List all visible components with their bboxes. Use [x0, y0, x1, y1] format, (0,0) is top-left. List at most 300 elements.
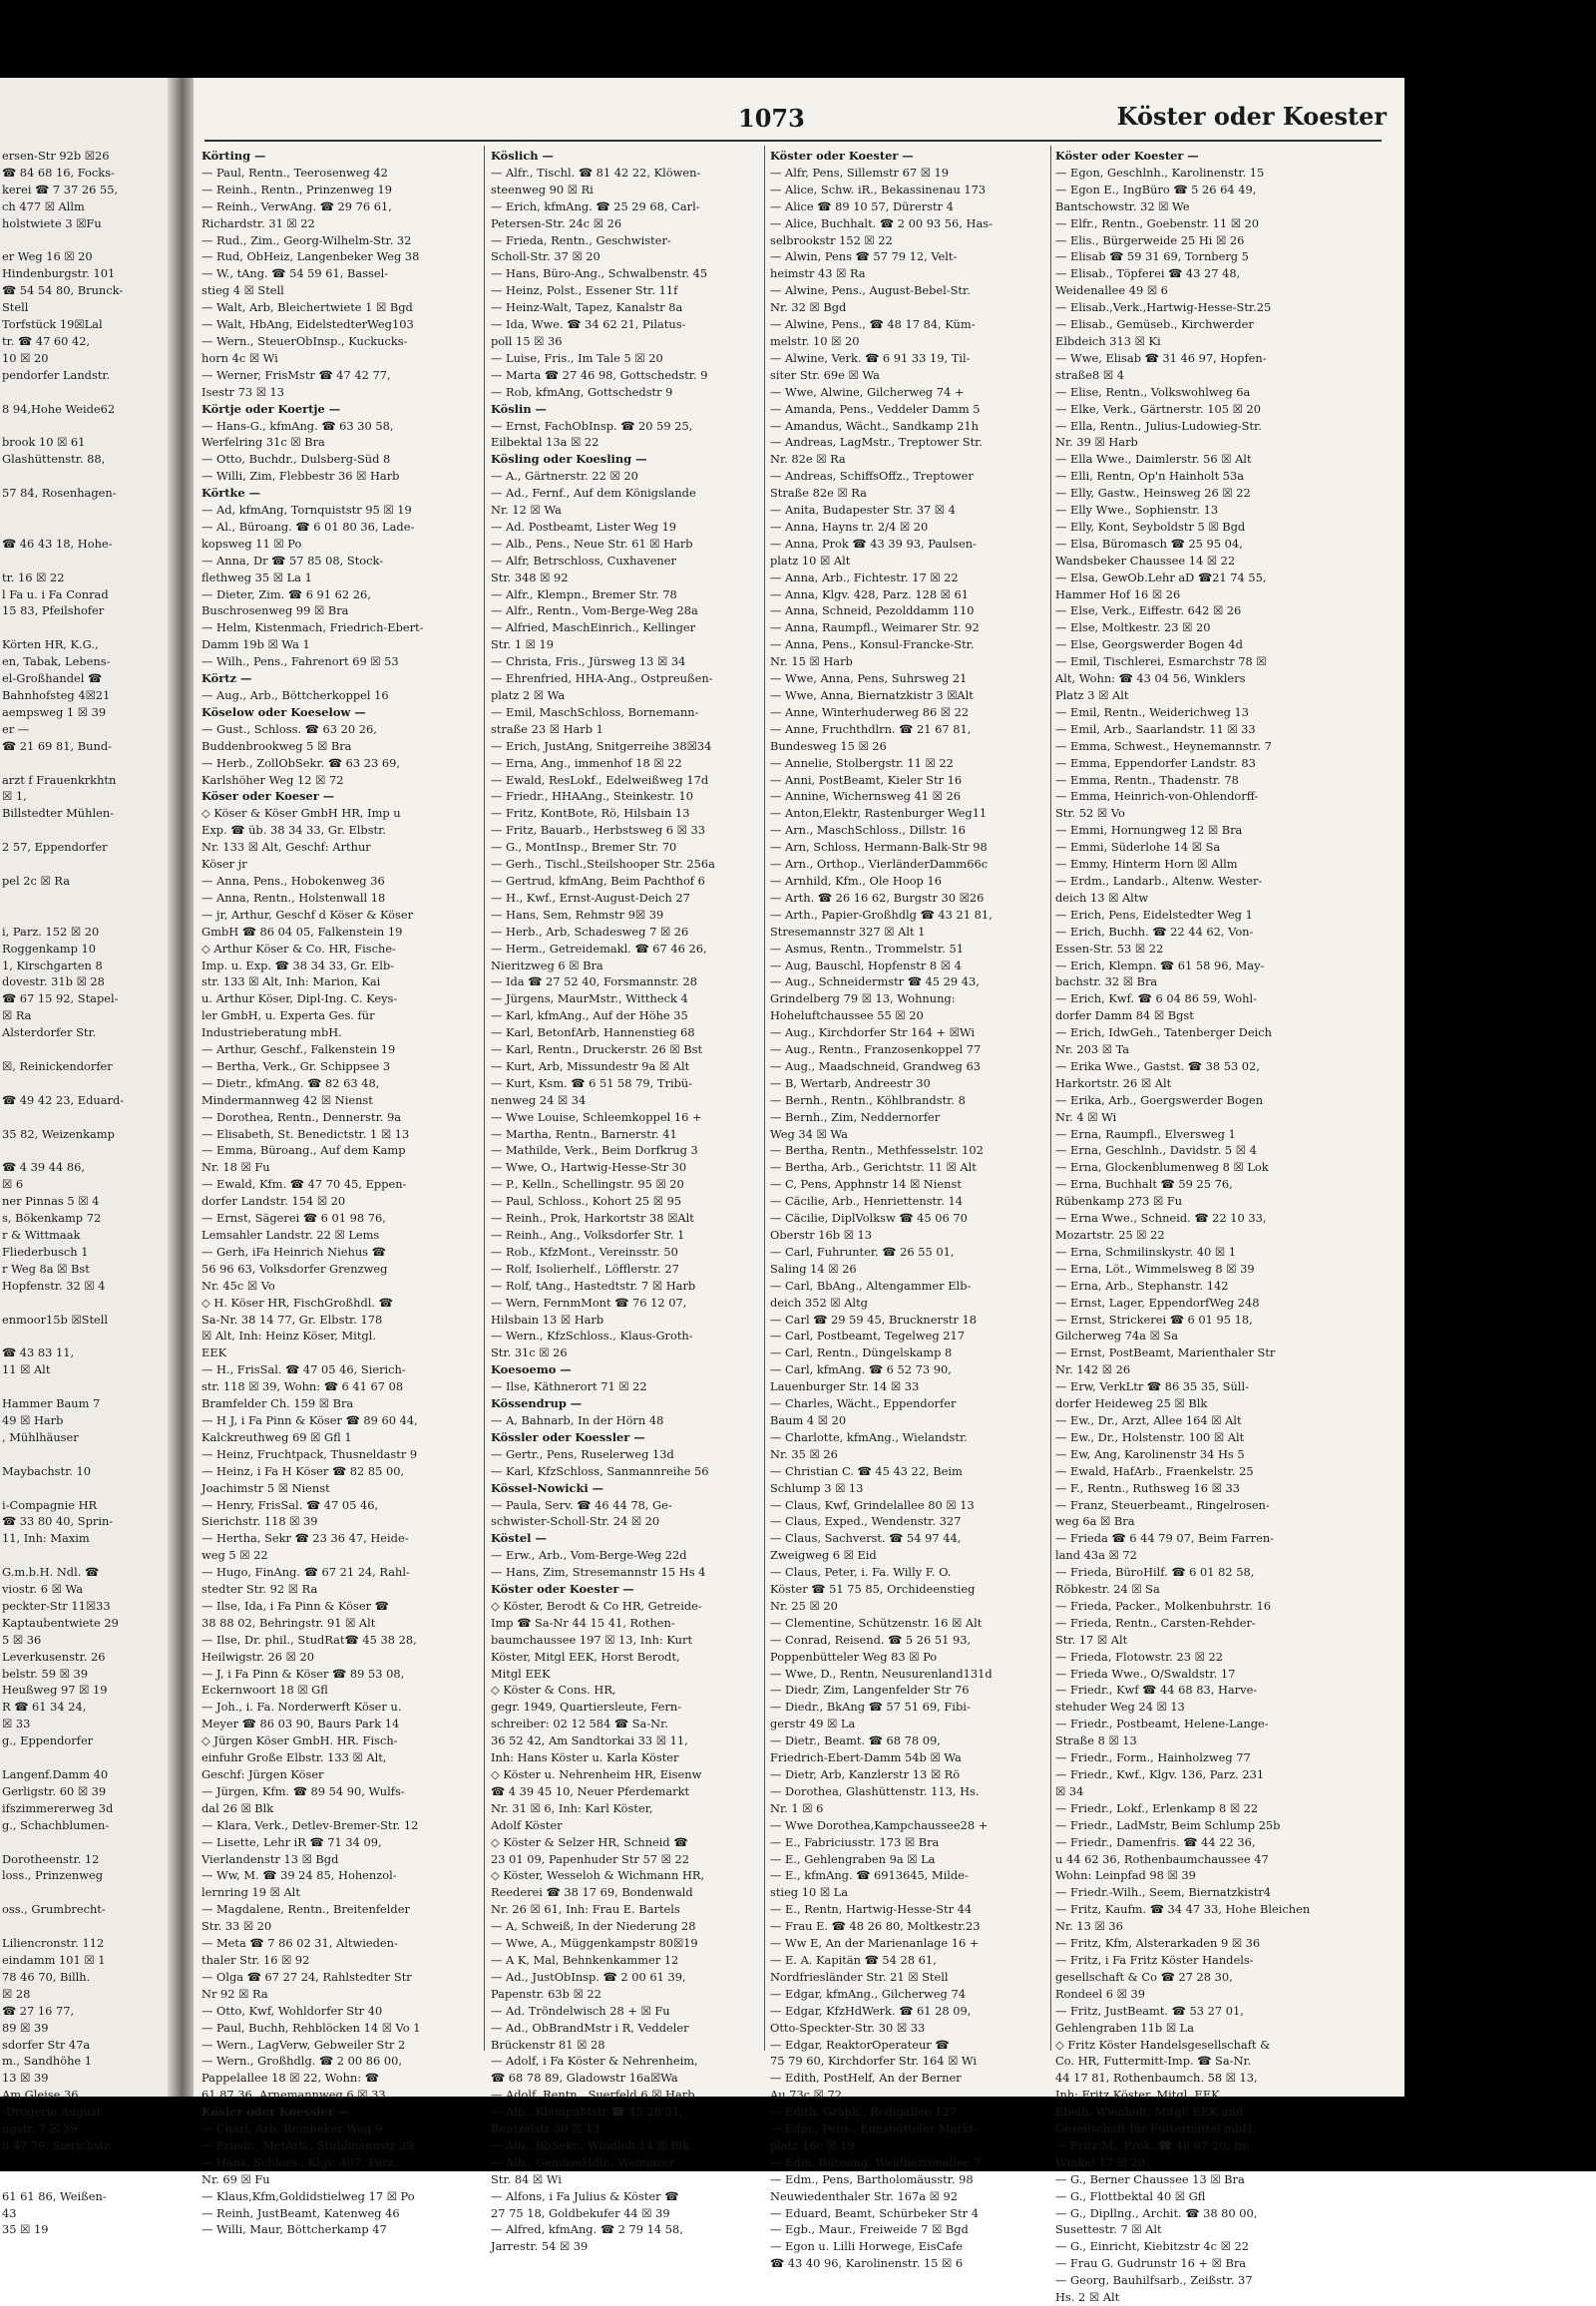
directory-entry-line: Kalckreuthweg 69 ☒ Gfl 1	[201, 1429, 352, 1444]
directory-entry-line: Imp. u. Exp. ☎ 38 34 33, Gr. Elb-	[201, 958, 395, 972]
directory-entry-line: — Amanda, Pens., Veddeler Damm 5	[770, 401, 981, 416]
directory-entry-line: — Arn., Orthop., VierländerDamm66c	[770, 857, 989, 872]
directory-entry-line: — Claus, Exped., Wendenstr. 327	[770, 1514, 962, 1529]
directory-entry-line: — Erna, Geschlnh., Davidstr. 5 ☒ 4	[1055, 1143, 1257, 1158]
directory-entry-line: — Willi, Zim, Flebbestr 36 ☒ Harb	[201, 469, 400, 484]
directory-entry-line: — Arthur, Geschf., Falkenstein 19	[201, 1042, 396, 1057]
book-gutter	[168, 78, 194, 2097]
column-4	[1055, 148, 1345, 2306]
directory-entry-line: — Hans, Zim, Stresemannstr 15 Hs 4	[491, 1565, 706, 1580]
directory-entry-line: — Emmi, Süderlohe 14 ☒ Sa	[1055, 840, 1221, 855]
directory-entry-line: Essen-Str. 53 ☒ 22	[1055, 941, 1164, 956]
directory-entry-line: — Frieda, Rentn., Carsten-Rehder-	[1055, 1615, 1256, 1630]
facing-page-line: Kaptaubentwiete 29	[2, 1615, 119, 1630]
directory-entry-line: — Anton,Elektr, Rastenburger Weg11	[770, 806, 988, 821]
directory-entry-line: — Gerh., Tischl.,Steilshooper Str. 256a	[491, 857, 715, 872]
directory-entry-line: — Erich, JustAng, Snitgerreihe 38☒34	[491, 738, 712, 753]
directory-entry-line: — Ad., JustObInsp. ☎ 2 00 61 39,	[491, 1969, 686, 1984]
directory-entry-line: — Hans, Schloss., Klgv. 407, Parz.	[201, 2154, 398, 2169]
directory-entry-line: Mozartstr. 25 ☒ 22	[1055, 1228, 1165, 1242]
directory-entry-line: 36 52 42, Am Sandtorkai 33 ☒ 11,	[491, 1733, 688, 1748]
directory-entry-line: Richardstr. 31 ☒ 22	[201, 215, 315, 230]
scan-border-top	[0, 0, 1596, 78]
directory-entry-line: GmbH ☎ 86 04 05, Falkenstein 19	[201, 924, 403, 939]
facing-page-line: ☎ 49 42 23, Eduard-	[2, 1092, 125, 1107]
directory-entry-line: — Frieda, Rentn., Geschwister-	[491, 232, 671, 247]
facing-page-line: -Drogerie August	[2, 2105, 102, 2119]
facing-page-line: enmoor15b ☒Stell	[2, 1312, 109, 1327]
directory-entry-line: — Erna, Löt., Wimmelsweg 8 ☒ 39	[1055, 1261, 1255, 1276]
directory-entry-line: — Anna, Schneid, Pezolddamm 110	[770, 603, 975, 618]
directory-entry-line: — Egon u. Lilli Horwege, EisCafe	[770, 2239, 964, 2254]
directory-entry-line: — Ella, Rentn., Julius-Ludowieg-Str.	[1055, 418, 1262, 433]
directory-entry-line: — Annine, Wichernsweg 41 ☒ 26	[770, 789, 961, 804]
facing-page-line: Glashüttenstr. 88,	[2, 452, 106, 467]
facing-page-line: Hammer Baum 7	[2, 1396, 101, 1411]
directory-entry-line: Nr. 31 ☒ 6, Inh: Karl Köster,	[491, 1800, 653, 1815]
directory-entry-line: — Reinh., VerwAng. ☎ 29 76 61,	[201, 198, 392, 213]
directory-entry-line: Kössel-Nowicki —	[491, 1480, 604, 1495]
directory-entry-line: — Cäcilie, DiplVolksw ☎ 45 06 70	[770, 1211, 968, 1226]
directory-entry-line: baumchaussee 197 ☒ 13, Inh: Kurt	[491, 1632, 693, 1647]
directory-entry-line: — Alwine, Pens., August-Bebel-Str.	[770, 283, 971, 298]
facing-page-line: ☒, Reinickendorfer	[2, 1058, 113, 1073]
directory-entry-line: — Aug, Bauschl, Hopfenstr 8 ☒ 4	[770, 958, 962, 972]
directory-entry-line: — Paul, Buchh, Rehblöcken 14 ☒ Vo 1	[201, 2020, 421, 2035]
directory-entry-line: — Frieda, Packer., Molkenbuhrstr. 16	[1055, 1598, 1271, 1613]
directory-entry-line: Harkortstr. 26 ☒ Alt	[1055, 1075, 1172, 1090]
directory-entry-line: Nr. 1 ☒ 6	[770, 1800, 824, 1815]
facing-page-line	[2, 232, 162, 249]
directory-entry-line: — Charlotte, kfmAng., Wielandstr.	[770, 1429, 968, 1444]
directory-entry-line: — Carl, kfmAng. ☎ 6 52 73 90,	[770, 1362, 952, 1377]
directory-entry-line: ◇ Köster, Wesseloh & Wichmann HR,	[491, 1868, 705, 1883]
column-divider	[764, 146, 765, 2051]
directory-entry-line: — G., MontInsp., Bremer Str. 70	[491, 840, 677, 855]
directory-entry-line: Sa-Nr. 38 14 77, Gr. Elbstr. 178	[201, 1312, 383, 1327]
directory-entry-line: Körting —	[201, 149, 266, 163]
directory-entry-line: — Emil, MaschSchloss, Bornemann-	[491, 704, 699, 719]
scan-border-right	[1404, 0, 1596, 2171]
directory-entry-line: — Emmi, Hornungweg 12 ☒ Bra	[1055, 823, 1243, 838]
directory-entry-line: straße8 ☒ 4	[1055, 367, 1124, 382]
directory-entry-line: Karlshöher Weg 12 ☒ 72	[201, 772, 344, 787]
facing-page-line	[2, 822, 162, 839]
directory-entry-line: — Herb., Arb, Schadesweg 7 ☒ 26	[491, 924, 689, 939]
directory-entry-line: — Gerh, iFa Heinrich Niehus ☎	[201, 1244, 386, 1259]
facing-page-line: 89 ☒ 39	[2, 2020, 49, 2035]
directory-entry-line: Sierichstr. 118 ☒ 39	[201, 1514, 318, 1529]
directory-entry-line: EEK	[201, 1345, 227, 1360]
facing-page-line: i-Compagnie HR	[2, 1497, 98, 1512]
directory-entry-line: — Fritz, i Fa Fritz Köster Handels-	[1055, 1952, 1254, 1967]
directory-entry-line: Gilcherweg 74a ☒ Sa	[1055, 1329, 1179, 1344]
directory-entry-line: schreiber: 02 12 584 ☎ Sa-Nr.	[491, 1717, 668, 1731]
directory-entry-line: Zweigweg 6 ☒ Eid	[770, 1548, 877, 1563]
directory-entry-line: — Ernst, PostBeamt, Marienthaler Str	[1055, 1345, 1276, 1360]
directory-entry-line: — Erich, Buchh. ☎ 22 44 62, Von-	[1055, 924, 1254, 939]
facing-page-line	[2, 502, 162, 519]
directory-entry-line: — Jürgens, MaurMstr., Wittheck 4	[491, 991, 688, 1006]
facing-page-line	[2, 856, 162, 873]
directory-entry-line: — Ilse, Ida, i Fa Pinn & Köser ☎	[201, 1598, 389, 1613]
directory-entry-line: Weidenallee 49 ☒ 6	[1055, 283, 1168, 298]
directory-entry-line: — Ernst, FachObInsp. ☎ 20 59 25,	[491, 418, 693, 433]
directory-entry-line: — Clementine, Schützenstr. 16 ☒ Alt	[770, 1615, 983, 1630]
directory-entry-line: Bantschowstr. 32 ☒ We	[1055, 198, 1190, 213]
directory-entry-line: — E. A. Kapitän ☎ 54 28 61,	[770, 1952, 937, 1967]
facing-page-line: Billstedter Mühlen-	[2, 806, 115, 821]
directory-entry-line: Nr 92 ☒ Ra	[201, 1986, 268, 2001]
directory-entry-line: — Rolf, Isolierhelf., Löfflerstr. 27	[491, 1261, 679, 1276]
directory-entry-line: — Edgar, kfmAng., Gilcherweg 74	[770, 1986, 966, 2001]
facing-page-line: en, Tabak, Lebens-	[2, 654, 111, 669]
facing-page-line: ☒ 6	[2, 1177, 24, 1192]
directory-entry-line: — Egon E., IngBüro ☎ 5 26 64 49,	[1055, 182, 1257, 196]
directory-entry-line: — Edm., Pens., Eimsbütteler Markt-	[770, 2121, 979, 2136]
directory-entry-line: — Henry, FrisSal. ☎ 47 05 46,	[201, 1497, 379, 1512]
directory-entry-line: — Wern., LagVerw, Gebweiler Str 2	[201, 2037, 406, 2052]
directory-entry-line: gesellschaft & Co ☎ 27 28 30,	[1055, 1969, 1233, 1984]
facing-page-line	[2, 1918, 162, 1935]
directory-entry-line: Nr. 13 ☒ 36	[1055, 1919, 1123, 1934]
facing-page-line: ngstr. 7 ☒ 39	[2, 2121, 78, 2136]
facing-page-line: ☒ 33	[2, 1717, 31, 1731]
directory-entry-line: — Emil, Rentn., Weiderichweg 13	[1055, 704, 1249, 719]
facing-page-line: ☒ Ra	[2, 1008, 32, 1023]
directory-entry-line: — Gust., Schloss. ☎ 63 20 26,	[201, 721, 377, 736]
facing-page-line: Langenf.Damm 40	[2, 1767, 109, 1781]
directory-entry-line: — Fritz, Kfm, Alsterarkaden 9 ☒ 36	[1055, 1936, 1261, 1951]
directory-entry-line: — Helm, Kistenmach, Friedrich-Ebert-	[201, 620, 424, 635]
directory-entry-line: Papenstr. 63b ☒ 22	[491, 1986, 601, 2001]
directory-entry-line: — W., tAng. ☎ 54 59 61, Bassel-	[201, 266, 389, 281]
directory-entry-line: Friedrich-Ebert-Damm 54b ☒ Wa	[770, 1750, 962, 1765]
facing-page-line: Torfstück 19☒Lal	[2, 317, 103, 332]
directory-entry-line: u. Arthur Köser, Dipl-Ing. C. Keys-	[201, 991, 398, 1006]
directory-entry-line: Str. 84 ☒ Wi	[491, 2171, 562, 2186]
directory-entry-line: — Fritz M., Prok. ☎ 48 07 20, Im	[1055, 2137, 1249, 2152]
facing-page-line: dovestr. 31b ☒ 28	[2, 974, 105, 989]
facing-page-line: s, Bökenkamp 72	[2, 1211, 102, 1226]
directory-entry-line: Nr. 4 ☒ Wi	[1055, 1109, 1117, 1124]
directory-entry-line: — Werner, FrisMstr ☎ 47 42 77,	[201, 367, 391, 382]
facing-page-line: Bahnhofsteg 4☒21	[2, 688, 111, 702]
facing-page-line	[2, 1378, 162, 1395]
facing-page-line: r Weg 8a ☒ Bst	[2, 1261, 90, 1276]
directory-entry-line: u 44 62 36, Rothenbaumchaussee 47	[1055, 1851, 1269, 1866]
directory-entry-line: 61 87 36, Arnemannweg 6 ☒ 33	[201, 2088, 386, 2103]
directory-entry-line: — Emma, Rentn., Thadenstr. 78	[1055, 772, 1239, 787]
directory-entry-line: — Reinh, JustBeamt, Katenweg 46	[201, 2205, 400, 2220]
directory-entry-line: Nr. 15 ☒ Harb	[770, 654, 853, 669]
directory-entry-line: — Friedr., Kwf., Klgv. 136, Parz. 231	[1055, 1767, 1265, 1781]
facing-page-line: g., Eppendorfer	[2, 1733, 94, 1748]
directory-entry-line: — H., FrisSal. ☎ 47 05 46, Sierich-	[201, 1362, 406, 1377]
facing-page-line: ☎ 54 54 80, Brunck-	[2, 283, 124, 298]
directory-entry-line: — Else, Georgswerder Bogen 4d	[1055, 637, 1243, 652]
directory-entry-line: — Karl, Rentn., Druckerstr. 26 ☒ Bst	[491, 1042, 703, 1057]
facing-page-line: 11, Inh: Maxim	[2, 1531, 90, 1546]
directory-entry-line: — Gertrud, kfmAng, Beim Pachthof 6	[491, 873, 705, 888]
directory-entry-line: — Claus, Peter, i. Fa. Willy F. O.	[770, 1565, 952, 1580]
directory-entry-line: — Magdalene, Rentn., Breitenfelder	[201, 1902, 410, 1917]
directory-entry-line: — Anna, Klgv. 428, Parz. 128 ☒ 61	[770, 586, 970, 601]
directory-entry-line: — Andreas, LagMstr., Treptower Str.	[770, 435, 983, 450]
facing-page-line: 1, Kirschgarten 8	[2, 958, 103, 972]
directory-entry-line: Industrieberatung mbH.	[201, 1025, 342, 1040]
directory-entry-line: 23 01 09, Papenhuder Str 57 ☒ 22	[491, 1851, 689, 1866]
facing-page-line	[2, 1109, 162, 1126]
directory-entry-line: dal 26 ☒ Blk	[201, 1800, 274, 1815]
directory-entry-line: — Wwe, Anna, Pens, Suhrsweg 21	[770, 671, 968, 686]
directory-entry-line: — Ehrenfried, HHA-Ang., Ostpreußen-	[491, 671, 713, 686]
directory-entry-line: Köster oder Koester —	[491, 1582, 634, 1597]
facing-page-line: ☎ 46 43 18, Hohe-	[2, 536, 113, 551]
directory-entry-line: — Heinz, Fruchtpack, Thusneldastr 9	[201, 1446, 418, 1461]
directory-entry-line: — Alb., BbSekr., Windloh 14 ☒ Blk	[491, 2137, 690, 2152]
directory-entry-line: — Ilse, Dr. phil., StudRat☎ 45 38 28,	[201, 1632, 417, 1647]
facing-page-line: 13 ☒ 39	[2, 2071, 49, 2086]
directory-entry-line: Hoheluftchaussee 55 ☒ 20	[770, 1008, 924, 1023]
directory-entry-line: — Alfried, MaschEinrich., Kellinger	[491, 620, 696, 635]
directory-entry-line: Exp. ☎ üb. 38 34 33, Gr. Elbstr.	[201, 823, 386, 838]
directory-entry-line: — Erich, Kwf. ☎ 6 04 86 59, Wohl-	[1055, 991, 1257, 1006]
directory-entry-line: — Otto, Kwf, Wohldorfer Str 40	[201, 2003, 383, 2018]
directory-entry-line: — Erich, IdwGeh., Tatenberger Deich	[1055, 1025, 1272, 1040]
directory-entry-line: — Marta ☎ 27 46 98, Gottschedstr. 9	[491, 367, 708, 382]
directory-entry-line: — Alfr., Tischl. ☎ 81 42 22, Klöwen-	[491, 165, 701, 180]
directory-entry-line: — Wern., SteuerObInsp., Kuckucks-	[201, 333, 408, 348]
directory-entry-line: Platz 3 ☒ Alt	[1055, 688, 1129, 702]
directory-entry-line: — Wwe Louise, Schleemkoppel 16 +	[491, 1109, 702, 1124]
directory-entry-line: — Elisab., Gemüseb., Kirchwerder	[1055, 317, 1254, 332]
directory-entry-line: — Alfr., Klempn., Bremer Str. 78	[491, 586, 677, 601]
directory-entry-line: — Emma, Heinrich-von-Ohlendorff-	[1055, 789, 1259, 804]
directory-entry-line: — Bertha, Arb., Gerichtstr. 11 ☒ Alt	[770, 1160, 977, 1175]
directory-entry-line: — Karl, KfzSchloss, Sanmannreihe 56	[491, 1463, 709, 1478]
facing-page-column	[2, 148, 162, 2238]
directory-entry-line: Nr. 69 ☒ Fu	[201, 2171, 270, 2186]
directory-entry-line: — Karl, BetonfArb, Hannenstieg 68	[491, 1025, 695, 1040]
directory-entry-line: — C, Pens, Apphnstr 14 ☒ Nienst	[770, 1177, 962, 1192]
directory-entry-line: — Meta ☎ 7 86 02 31, Altwieden-	[201, 1936, 398, 1951]
facing-page-line	[2, 1480, 162, 1497]
facing-page-line: Gerligstr. 60 ☒ 39	[2, 1783, 107, 1798]
directory-entry-line: Buschrosenweg 99 ☒ Bra	[201, 603, 349, 618]
directory-entry-line: — Carl, BbAng., Altengammer Elb-	[770, 1278, 972, 1293]
directory-entry-line: — G., Berner Chaussee 13 ☒ Bra	[1055, 2171, 1245, 2186]
directory-entry-line: Lemsahler Landstr. 22 ☒ Lems	[201, 1228, 380, 1242]
facing-page-line: kerei ☎ 7 37 26 55,	[2, 182, 119, 196]
facing-page-line	[2, 384, 162, 401]
directory-entry-line: ☎ 68 78 89, Gladowstr 16a☒Wa	[491, 2071, 678, 2086]
directory-entry-line: ◇ Fritz Köster Handelsgesellschaft &	[1055, 2037, 1271, 2052]
header-rule	[204, 140, 1382, 142]
directory-entry-line: Joachimstr 5 ☒ Nienst	[201, 1480, 330, 1495]
directory-entry-line: — Paula, Serv. ☎ 46 44 78, Ge-	[491, 1497, 672, 1512]
directory-entry-line: Rübenkamp 273 ☒ Fu	[1055, 1194, 1183, 1209]
directory-entry-line: — Erika, Arb., Goergswerder Bogen	[1055, 1092, 1264, 1107]
directory-entry-line: — Christa, Fris., Jürsweg 13 ☒ 34	[491, 654, 686, 669]
directory-entry-line: — Edith, PostHelf, An der Berner	[770, 2071, 962, 2086]
directory-entry-line: — Anna, Pens., Hobokenweg 36	[201, 873, 385, 888]
directory-entry-line: ☒ 34	[1055, 1783, 1084, 1798]
directory-entry-line: Neuwiedenthaler Str. 167a ☒ 92	[770, 2188, 958, 2203]
directory-entry-line: Nr. 32 ☒ Bgd	[770, 300, 847, 315]
facing-page-line	[2, 1884, 162, 1901]
directory-entry-line: — Ida, Wwe. ☎ 34 62 21, Pilatus-	[491, 317, 686, 332]
directory-entry-line: steenweg 90 ☒ Ri	[491, 182, 594, 196]
directory-entry-line: — Franz, Steuerbeamt., Ringelrosen-	[1055, 1497, 1270, 1512]
facing-page-line: 57 84, Rosenhagen-	[2, 486, 117, 501]
directory-entry-line: — Arth., Papier-Großhdlg ☎ 43 21 81,	[770, 907, 993, 922]
facing-page-line	[2, 1749, 162, 1766]
directory-entry-line: — Wilh., Pens., Fahrenort 69 ☒ 53	[201, 654, 399, 669]
directory-entry-line: — Asmus, Rentn., Trommelstr. 51	[770, 941, 964, 956]
directory-entry-line: — Adolf, i Fa Köster & Nehrenheim,	[491, 2054, 698, 2069]
directory-entry-line: Koesoemo —	[491, 1362, 572, 1377]
directory-entry-line: — Elisab., Töpferei ☎ 43 27 48,	[1055, 266, 1241, 281]
directory-entry-line: — Aug., Rentn., Franzosenkoppel 77	[770, 1042, 982, 1057]
directory-entry-line: Kösling oder Koesling —	[491, 452, 647, 467]
directory-entry-line: — Heinz, i Fa H Köser ☎ 82 85 00,	[201, 1463, 405, 1478]
facing-page-line	[2, 1834, 162, 1851]
directory-entry-line: Oberstr 16b ☒ 13	[770, 1228, 873, 1242]
directory-entry-line: horn 4c ☒ Wi	[201, 350, 278, 365]
directory-entry-line: — Willi, Maur, Böttcherkamp 47	[201, 2222, 387, 2237]
directory-entry-line: — Ella Wwe., Daimlerstr. 56 ☒ Alt	[1055, 452, 1252, 467]
directory-entry-line: ◇ Köster, Berodt & Co HR, Getreide-	[491, 1598, 702, 1613]
directory-entry-line: — Alfred, kfmAng. ☎ 2 79 14 58,	[491, 2222, 683, 2237]
directory-entry-line: — Walt, HbAng, EidelstedterWeg103	[201, 317, 414, 332]
facing-page-line: tr. 16 ☒ 22	[2, 570, 65, 584]
directory-entry-line: Str. 52 ☒ Vo	[1055, 806, 1125, 821]
directory-entry-line: — Friedr., Lokf., Erlenkamp 8 ☒ 22	[1055, 1800, 1259, 1815]
directory-entry-line: Straße 8 ☒ 13	[1055, 1733, 1137, 1748]
directory-entry-line: — Frau G. Gudrunstr 16 + ☒ Bra	[1055, 2256, 1247, 2271]
directory-entry-line: Isestr 73 ☒ 13	[201, 384, 285, 399]
directory-entry-line: Elbdeich 313 ☒ Ki	[1055, 333, 1161, 348]
directory-entry-line: — Erw, VerkLtr ☎ 86 35 35, Süll-	[1055, 1379, 1249, 1394]
facing-page-line: pel 2c ☒ Ra	[2, 873, 71, 888]
directory-entry-line: einfuhr Große Elbstr. 133 ☒ Alt,	[201, 1750, 387, 1765]
directory-entry-line: Nr. 203 ☒ Ta	[1055, 1042, 1130, 1057]
facing-page-line	[2, 1547, 162, 1564]
facing-page-line: Stell	[2, 300, 29, 315]
facing-page-line	[2, 1328, 162, 1345]
directory-entry-line: — Edm, Büroang, Waldherrenallee 7	[770, 2154, 982, 2169]
facing-page-line: 15 83, Pfeilshofer	[2, 603, 105, 618]
facing-page-line	[2, 2154, 162, 2171]
directory-entry-line: — Alb., KlempnMstr ☎ 45 28 51,	[491, 2105, 683, 2119]
directory-entry-line: — E., kfmAng. ☎ 6913645, Milde-	[770, 1868, 969, 1883]
directory-entry-line: — Anna, Pens., Konsul-Francke-Str.	[770, 637, 975, 652]
directory-entry-line: — G., Einricht, Kiebitzstr 4c ☒ 22	[1055, 2239, 1249, 2254]
directory-entry-line: — Friedr., Kwf ☎ 44 68 83, Harve-	[1055, 1683, 1258, 1698]
directory-entry-line: Mitgl EEK	[491, 1666, 551, 1681]
directory-entry-line: — Carl, Rentn., Düngelskamp 8	[770, 1345, 953, 1360]
directory-entry-line: — Anna, Raumpfl., Weimarer Str. 92	[770, 620, 980, 635]
directory-entry-line: — Erna, Glockenblumenweg 8 ☒ Lok	[1055, 1160, 1269, 1175]
directory-entry-line: — Elise, Rentn., Volkswohlweg 6a	[1055, 384, 1251, 399]
facing-page-line: Fliederbusch 1	[2, 1244, 89, 1259]
facing-page-line: ☎ 27 16 77,	[2, 2003, 75, 2018]
directory-entry-line: — Anna, Rentn., Holstenwall 18	[201, 890, 386, 905]
directory-entry-line: — Fritz, Kaufm. ☎ 34 47 33, Hohe Bleichen	[1055, 1902, 1311, 1917]
directory-entry-line: — Edm., Pens, Bartholomäusstr. 98	[770, 2171, 974, 2186]
directory-entry-line: — Bernh., Rentn., Köhlbrandstr. 8	[770, 1092, 966, 1107]
directory-entry-line: — Erna, Raumpfl., Elversweg 1	[1055, 1126, 1236, 1141]
directory-page	[0, 78, 1404, 2305]
directory-entry-line: — Elisab.,Verk.,Hartwig-Hesse-Str.25	[1055, 300, 1272, 315]
facing-page-line: r & Wittmaak	[2, 1228, 81, 1242]
directory-entry-line: — Heinz, Polst., Essener Str. 11f	[491, 283, 678, 298]
directory-entry-line: str. 133 ☒ Alt, Inh: Marion, Kai	[201, 974, 381, 989]
directory-entry-line: — Jürgen, Kfm. ☎ 89 54 90, Wulfs-	[201, 1783, 405, 1798]
directory-entry-line: — Hugo, FinAng. ☎ 67 21 24, Rahl-	[201, 1565, 410, 1580]
directory-entry-line: — E., Gehlengraben 9a ☒ La	[770, 1851, 936, 1866]
directory-entry-line: Bundesweg 15 ☒ 26	[770, 738, 887, 753]
directory-entry-line: Jarrestr. 54 ☒ 39	[491, 2239, 589, 2254]
directory-entry-line: — Emil, Tischlerei, Esmarchstr 78 ☒	[1055, 654, 1267, 669]
directory-entry-line: Scholl-Str. 37 ☒ 20	[491, 249, 600, 264]
directory-entry-line: — Ilse, Käthnerort 71 ☒ 22	[491, 1379, 647, 1394]
directory-entry-line: — Martha, Rentn., Barnerstr. 41	[491, 1126, 677, 1141]
facing-page-line: ☎ 43 83 11,	[2, 1345, 75, 1360]
facing-page-line: 11 ☒ Alt	[2, 1362, 51, 1377]
directory-entry-line: Grindelberg 79 ☒ 13, Wohnung:	[770, 991, 956, 1006]
facing-page-line: l Fa u. i Fa Conrad	[2, 586, 109, 601]
directory-entry-line: — Rud, ObHeiz, Langenbeker Weg 38	[201, 249, 420, 264]
directory-entry-line: Poppenbütteler Weg 83 ☒ Po	[770, 1649, 938, 1664]
directory-entry-line: — Dorothea, Rentn., Dennerstr. 9a	[201, 1109, 402, 1124]
directory-entry-line: stedter Str. 92 ☒ Ra	[201, 1582, 318, 1597]
directory-entry-line: stehuder Weg 24 ☒ 13	[1055, 1700, 1185, 1715]
facing-page-line: 8 47 79, Sierichstr.	[2, 2137, 112, 2152]
facing-page-line	[2, 2171, 162, 2188]
directory-entry-line: — Dorothea, Glashüttenstr. 113, Hs.	[770, 1783, 980, 1798]
directory-entry-line: — Frieda, Flotowstr. 23 ☒ 22	[1055, 1649, 1223, 1664]
directory-entry-line: — Emma, Schwest., Heynemannstr. 7	[1055, 738, 1272, 753]
facing-page-line: ☎ 21 69 81, Bund-	[2, 738, 112, 753]
facing-page-line	[2, 1446, 162, 1463]
facing-page-line	[2, 907, 162, 924]
directory-entry-line: ◇ Köster u. Nehrenheim HR, Eisenw	[491, 1767, 702, 1781]
directory-entry-line: — Egon, Geschlnh., Karolinenstr. 15	[1055, 165, 1265, 180]
directory-entry-line: — Alice ☎ 89 10 57, Dürerstr 4	[770, 198, 954, 213]
directory-entry-line: poll 15 ☒ 36	[491, 333, 563, 348]
directory-entry-line: Heilwigstr. 26 ☒ 20	[201, 1649, 314, 1664]
directory-entry-line: — Aug., Kirchdorfer Str 164 + ☒Wi	[770, 1025, 975, 1040]
directory-entry-line: — Luise, Fris., Im Tale 5 ☒ 20	[491, 350, 663, 365]
directory-entry-line: — Wwe, A., Müggenkampstr 80☒19	[491, 1936, 698, 1951]
directory-entry-line: schwister-Scholl-Str. 24 ☒ 20	[491, 1514, 660, 1529]
directory-entry-line: — Al., Büroang. ☎ 6 01 80 36, Lade-	[201, 519, 415, 534]
facing-page-line: ☒ 1,	[2, 789, 27, 804]
directory-entry-line: — Arth. ☎ 26 16 62, Burgstr 30 ☒26	[770, 890, 985, 905]
directory-entry-line: Ebeih. Wienholt, Mitgl. EEK und	[1055, 2105, 1244, 2119]
facing-page-line	[2, 519, 162, 536]
directory-entry-line: — Diedr., BkAng ☎ 57 51 69, Fibi-	[770, 1700, 971, 1715]
directory-entry-line: Nr. 18 ☒ Fu	[201, 1160, 270, 1175]
directory-entry-line: — Else, Verk., Eiffestr. 642 ☒ 26	[1055, 603, 1242, 618]
directory-entry-line: — Mathilde, Verk., Beim Dorfkrug 3	[491, 1143, 698, 1158]
directory-entry-line: Mindermannweg 42 ☒ Nienst	[201, 1092, 373, 1107]
column-3	[770, 148, 1047, 2272]
directory-entry-line: — H J, i Fa Pinn & Köser ☎ 89 60 44,	[201, 1412, 418, 1427]
directory-entry-line: Reederei ☎ 38 17 69, Bondenwald	[491, 1885, 693, 1900]
